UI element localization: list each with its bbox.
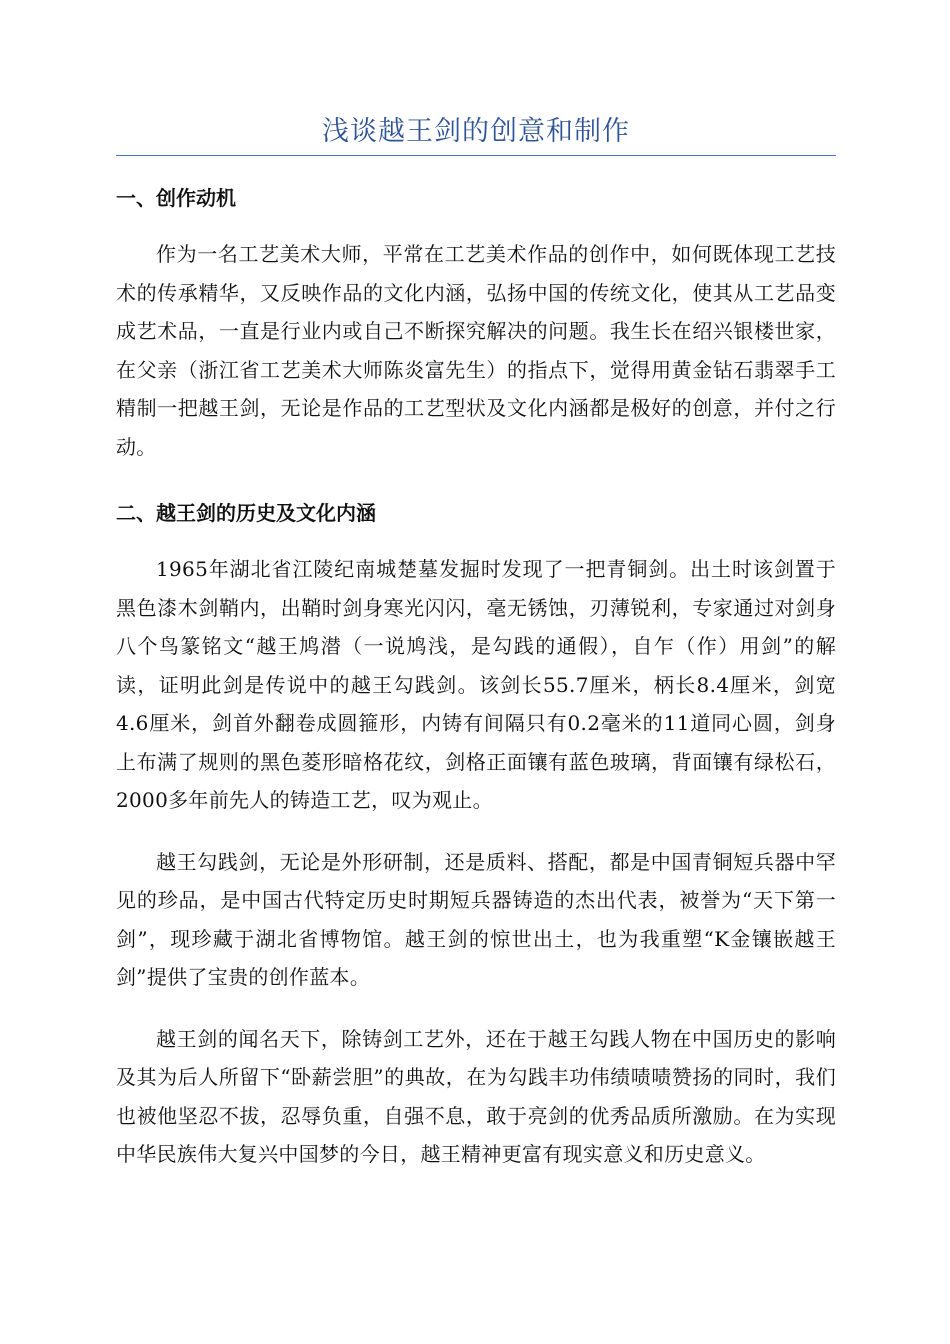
paragraph-history-discovery: 1965年湖北省江陵纪南城楚墓发掘时发现了一把青铜剑。出土时该剑置于黑色漆木剑鞘内，出鞘时剑身寒光闪闪，毫无锈蚀，刃薄锐利，专家通过对剑身八个鸟篆铭文“越王鸠潜（一说鸠浅，是勾践的通假），自乍（作）用剑”的解读，证明此剑是传说中的越王勾践剑。该剑长55.7厘米，柄长8.4厘米，剑宽4.6厘米，剑首外翻卷成圆箍形，内铸有间隔只有0.2毫米的11道同心圆，剑身上布满了规则的黑色菱形暗格花纹，剑格正面镶有蓝色玻璃，背面镶有绿松石，2000多年前先人的铸造工艺，叹为观止。	[116, 557, 836, 812]
section-heading-history: 二、越王剑的历史及文化内涵	[116, 501, 376, 525]
document-page	[116, 0, 836, 1174]
section-heading-motivation: 一、创作动机	[116, 186, 236, 210]
paragraph-history-spirit: 越王剑的闻名天下，除铸剑工艺外，还在于越王勾践人物在中国历史的影响及其为后人所留下“卧薪尝胆”的典故，在为勾践丰功伟绩啧啧赞扬的同时，我们也被他坚忍不拔，忍辱负重，自强不息，敢于亮剑的优秀品质所激励。在为实现中华民族伟大复兴中国梦的今日，越王精神更富有现实意义和历史意义。	[116, 1026, 836, 1166]
document-title: 浅谈越王剑的创意和制作	[322, 116, 630, 147]
paragraph-history-significance: 越王勾践剑，无论是外形研制，还是质料、搭配，都是中国青铜短兵器中罕见的珍品，是中国古代特定历史时期短兵器铸造的杰出代表，被誉为“天下第一剑”，现珍藏于湖北省博物馆。越王剑的惊世出土，也为我重塑“K金镶嵌越王剑”提供了宝贵的创作蓝本。	[116, 849, 836, 989]
paragraph-motivation: 作为一名工艺美术大师，平常在工艺美术作品的创作中，如何既体现工艺技术的传承精华，又反映作品的文化内涵，弘扬中国的传统文化，使其从工艺品变成艺术品，一直是行业内或自己不断探究解决的问题。我生长在绍兴银楼世家，在父亲（浙江省工艺美术大师陈炎富先生）的指点下，觉得用黄金钻石翡翠手工精制一把越王剑，无论是作品的工艺型状及文化内涵都是极好的创意，并付之行动。	[116, 242, 836, 459]
title-underline	[116, 155, 836, 156]
